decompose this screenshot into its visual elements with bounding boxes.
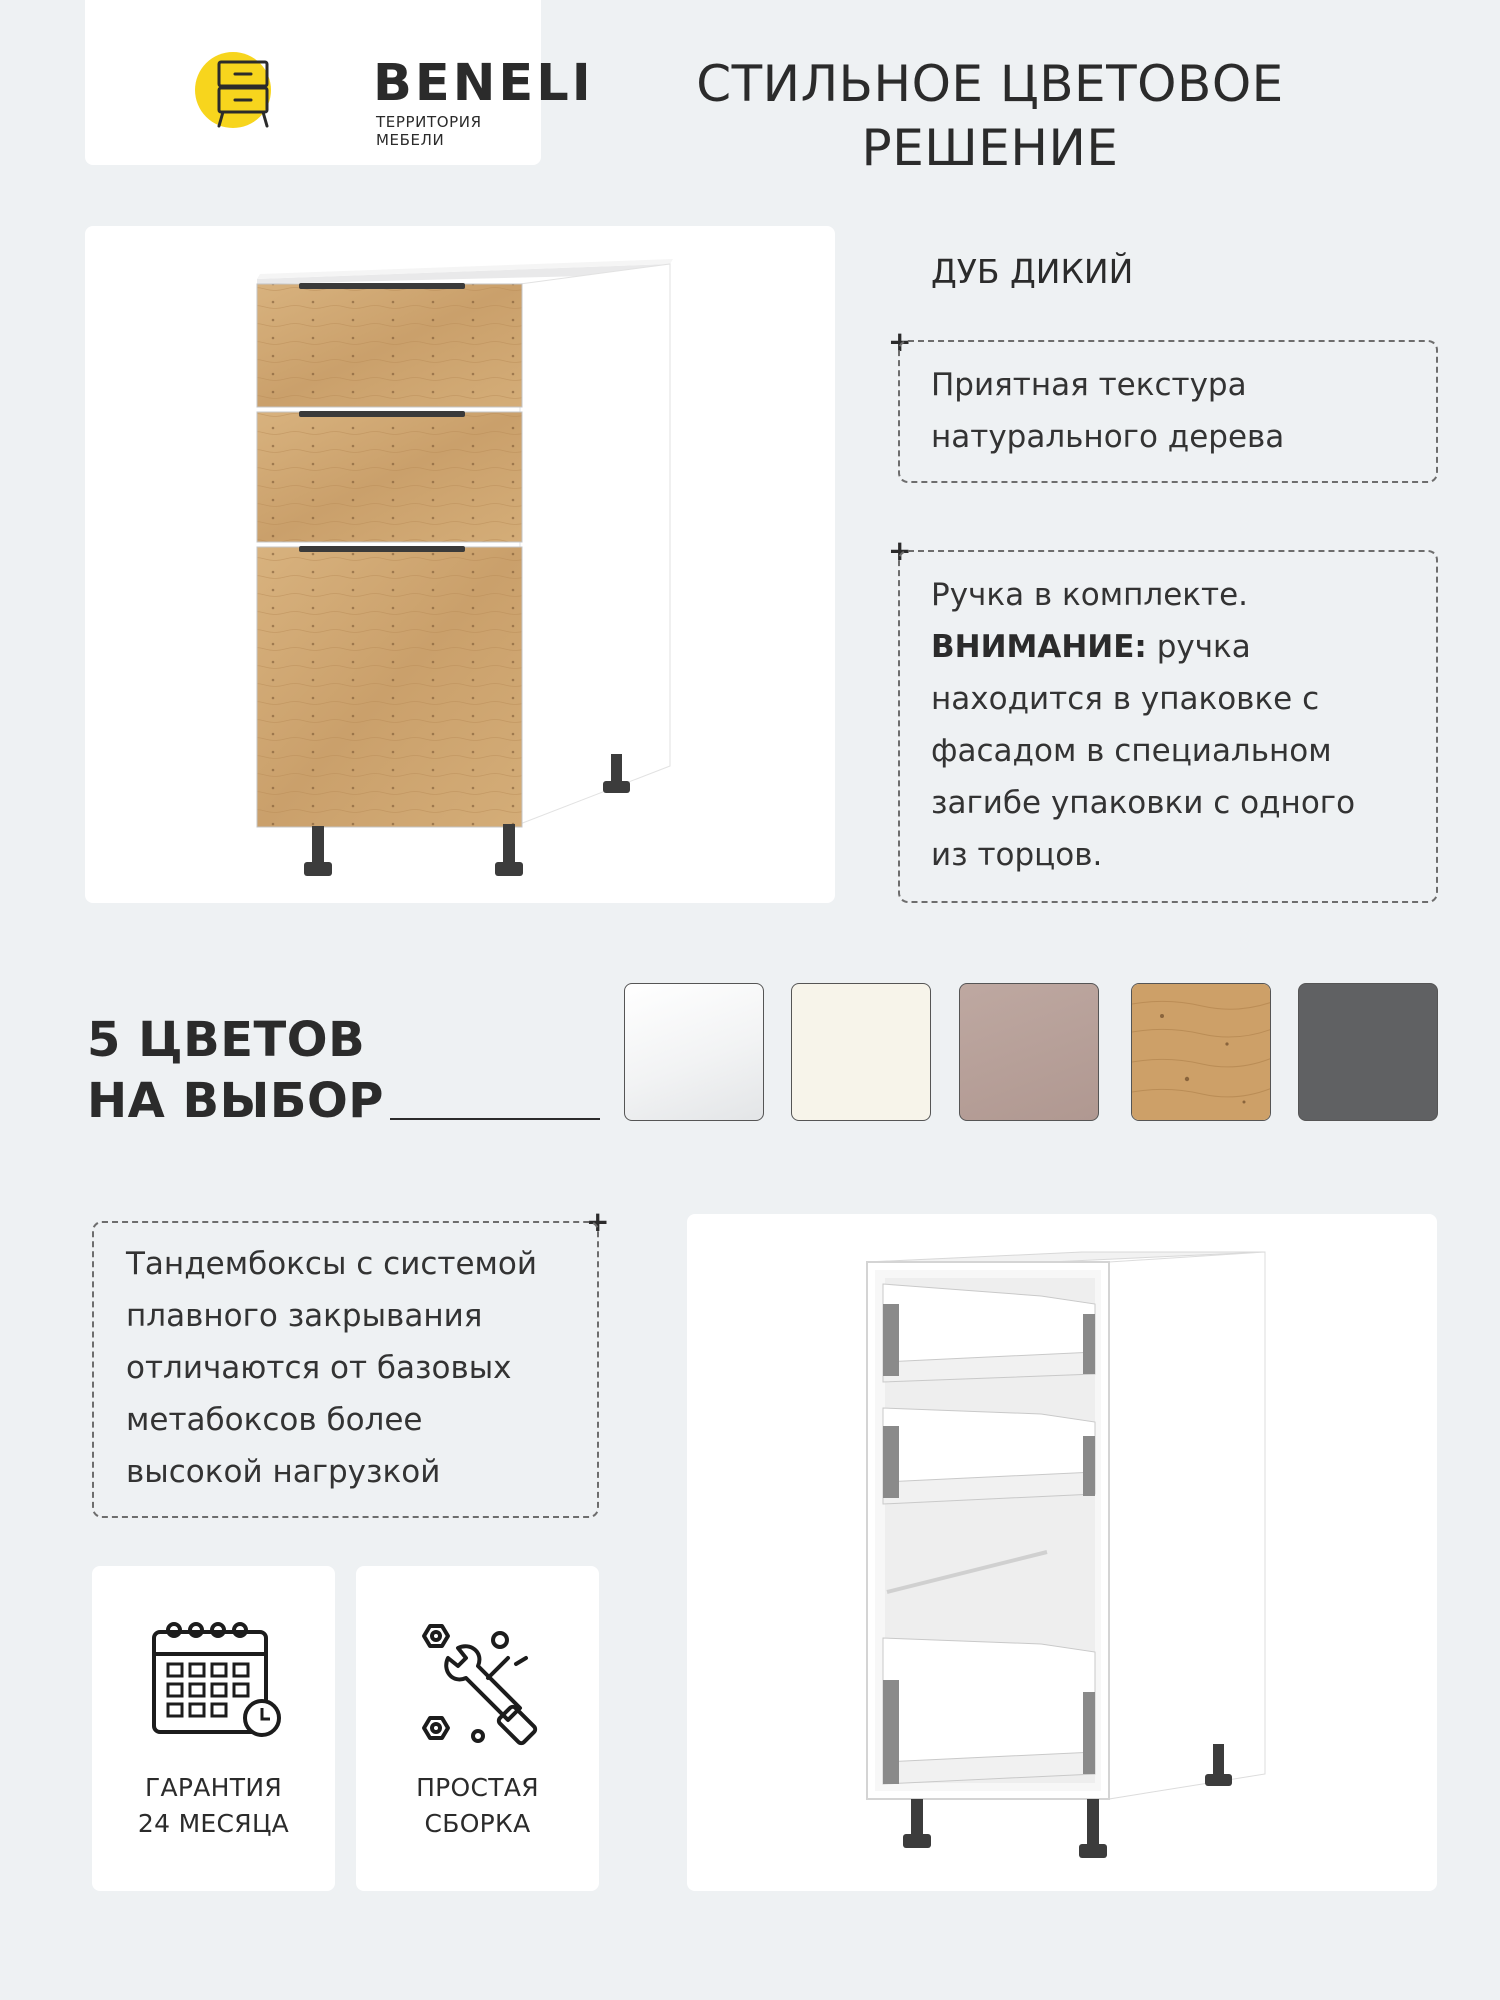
swatch-oak-wild[interactable] bbox=[1131, 983, 1271, 1121]
plus-icon: + bbox=[586, 1205, 610, 1238]
handle-note-line bbox=[931, 621, 1355, 673]
handle-note-fragment: ручка bbox=[1156, 629, 1251, 665]
swatch-cream[interactable] bbox=[791, 983, 931, 1121]
cabinet-front-image bbox=[85, 226, 835, 903]
logo-icon bbox=[189, 52, 361, 132]
color-name: ДУБ ДИКИЙ bbox=[931, 252, 1134, 291]
handle-note-line: фасадом в специальном bbox=[931, 733, 1332, 769]
handle-note-line: загибе упаковки с одного bbox=[931, 785, 1356, 821]
tandem-note-line: высокой нагрузкой bbox=[126, 1454, 441, 1490]
headline bbox=[620, 52, 1360, 180]
handle-note-line: Ручка в комплекте. bbox=[931, 577, 1248, 613]
logo-card bbox=[85, 0, 594, 165]
cabinet-interior-image bbox=[687, 1214, 1437, 1891]
attention-label: ВНИМАНИЕ: bbox=[931, 629, 1147, 665]
plus-icon: + bbox=[888, 325, 912, 358]
brand-tagline: ТЕРРИТОРИЯ МЕБЕЛИ bbox=[376, 113, 482, 149]
headline-line-2: РЕШЕНИЕ bbox=[861, 119, 1119, 177]
tandem-note-line: Тандембоксы с системой bbox=[126, 1246, 538, 1282]
tandem-note-line: отличаются от базовых bbox=[126, 1350, 512, 1386]
colors-title bbox=[87, 1010, 384, 1132]
wrench-icon bbox=[408, 1618, 548, 1758]
feature-line: ГАРАНТИЯ bbox=[144, 1773, 283, 1802]
divider-line bbox=[390, 1118, 600, 1120]
brand-name: BENELI bbox=[373, 54, 594, 113]
swatch-graphite[interactable] bbox=[1298, 983, 1438, 1121]
tandem-note-line: плавного закрывания bbox=[126, 1298, 483, 1334]
texture-note-line: Приятная текстура bbox=[931, 367, 1247, 403]
feature-line: ПРОСТАЯ bbox=[416, 1773, 539, 1802]
colors-title-line: 5 ЦВЕТОВ bbox=[87, 1012, 366, 1068]
feature-text bbox=[356, 1770, 599, 1842]
plus-icon: + bbox=[888, 534, 912, 567]
feature-text bbox=[92, 1770, 335, 1842]
feature-line: СБОРКА bbox=[424, 1809, 531, 1838]
feature-line: 24 МЕСЯЦА bbox=[137, 1809, 290, 1838]
handle-note-text bbox=[931, 569, 1355, 881]
handle-note-line: из торцов. bbox=[931, 837, 1103, 873]
tandem-note-line: метабоксов более bbox=[126, 1402, 423, 1438]
feature-assembly bbox=[356, 1566, 599, 1891]
product-image-card bbox=[85, 226, 835, 903]
colors-title-line: НА ВЫБОР bbox=[87, 1073, 384, 1129]
texture-note-text bbox=[931, 359, 1284, 463]
texture-note-line: натурального дерева bbox=[931, 419, 1285, 455]
handle-note-line: находится в упаковке с bbox=[931, 681, 1320, 717]
swatch-white-gloss[interactable] bbox=[624, 983, 764, 1121]
calendar-icon bbox=[144, 1618, 284, 1748]
tandem-note-text bbox=[126, 1238, 537, 1498]
headline-line-1: СТИЛЬНОЕ ЦВЕТОВОЕ bbox=[696, 55, 1284, 113]
swatch-cappuccino[interactable] bbox=[959, 983, 1099, 1121]
feature-warranty bbox=[92, 1566, 335, 1891]
product-interior-image-card bbox=[687, 1214, 1437, 1891]
